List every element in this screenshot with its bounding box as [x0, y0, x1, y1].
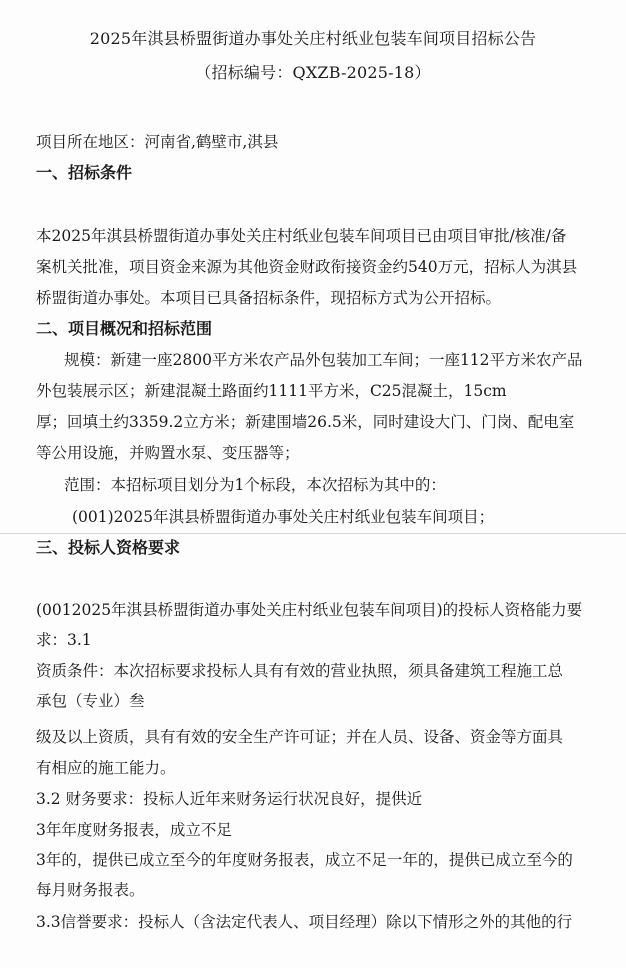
paragraph-line: 等公用设施，并购置水泵、变压器等； — [36, 444, 300, 462]
section-heading-1: 一、招标条件 — [36, 163, 133, 182]
document-subtitle: （招标编号：QXZB-2025-18） — [195, 63, 431, 82]
document-title: 2025年淇县桥盟街道办事处关庄村纸业包装车间项目招标公告 — [89, 29, 537, 48]
paragraph-line: 3.2 财务要求：投标人近年来财务运行状况良好，提供近 — [36, 790, 423, 808]
paragraph-line: 资质条件：本次招标要求投标人具有有效的营业执照，须具备建筑工程施工总 — [36, 662, 564, 680]
paragraph-line: 本2025年淇县桥盟街道办事处关庄村纸业包装车间项目已由项目审批/核准/备 — [36, 227, 567, 245]
paragraph-line: 求：3.1 — [36, 631, 92, 649]
paragraph-line: 厚；回填土约3359.2立方米；新建围墙26.5米，同时建设大门、门岗、配电室 — [36, 413, 575, 431]
paragraph-line: 承包（专业）叁 — [36, 692, 145, 710]
scan-divider — [0, 533, 626, 534]
paragraph-line: 桥盟街道办事处。本项目已具备招标条件，现招标方式为公开招标。 — [36, 289, 502, 307]
paragraph-line: 级及以上资质，具有有效的安全生产许可证；并在人员、设备、资金等方面具 — [36, 728, 564, 746]
project-location: 项目所在地区：河南省,鹤壁市,淇县 — [36, 133, 279, 151]
paragraph-line: 外包装展示区；新建混凝土路面约1111平方米，C25混凝土，15cm — [36, 382, 507, 400]
paragraph-line: (0012025年淇县桥盟街道办事处关庄村纸业包装车间项目)的投标人资格能力要 — [36, 601, 583, 619]
paragraph-line: 每月财务报表。 — [36, 881, 145, 899]
paragraph-line: 3.3信誉要求：投标人（含法定代表人、项目经理）除以下情形之外的其他的行 — [36, 913, 573, 931]
section-heading-2: 二、项目概况和招标范围 — [36, 319, 213, 338]
section-heading-3: 三、投标人资格要求 — [36, 538, 181, 557]
paragraph-line: 案机关批准，项目资金来源为其他资金财政衔接资金约540万元，招标人为淇县 — [36, 258, 578, 276]
paragraph-line: 范围：本招标项目划分为1个标段，本次招标为其中的： — [64, 476, 446, 494]
paragraph-line: 3年年度财务报表，成立不足 — [36, 821, 232, 839]
paragraph-line: (001)2025年淇县桥盟街道办事处关庄村纸业包装车间项目； — [72, 508, 495, 526]
paragraph-line: 3年的，提供已成立至今的年度财务报表，成立不足一年的，提供已成立至今的 — [36, 851, 573, 869]
paragraph-line: 有相应的施工能力。 — [36, 759, 176, 777]
paragraph-line: 规模：新建一座2800平方米农产品外包装加工车间；一座112平方米农产品 — [64, 351, 583, 369]
